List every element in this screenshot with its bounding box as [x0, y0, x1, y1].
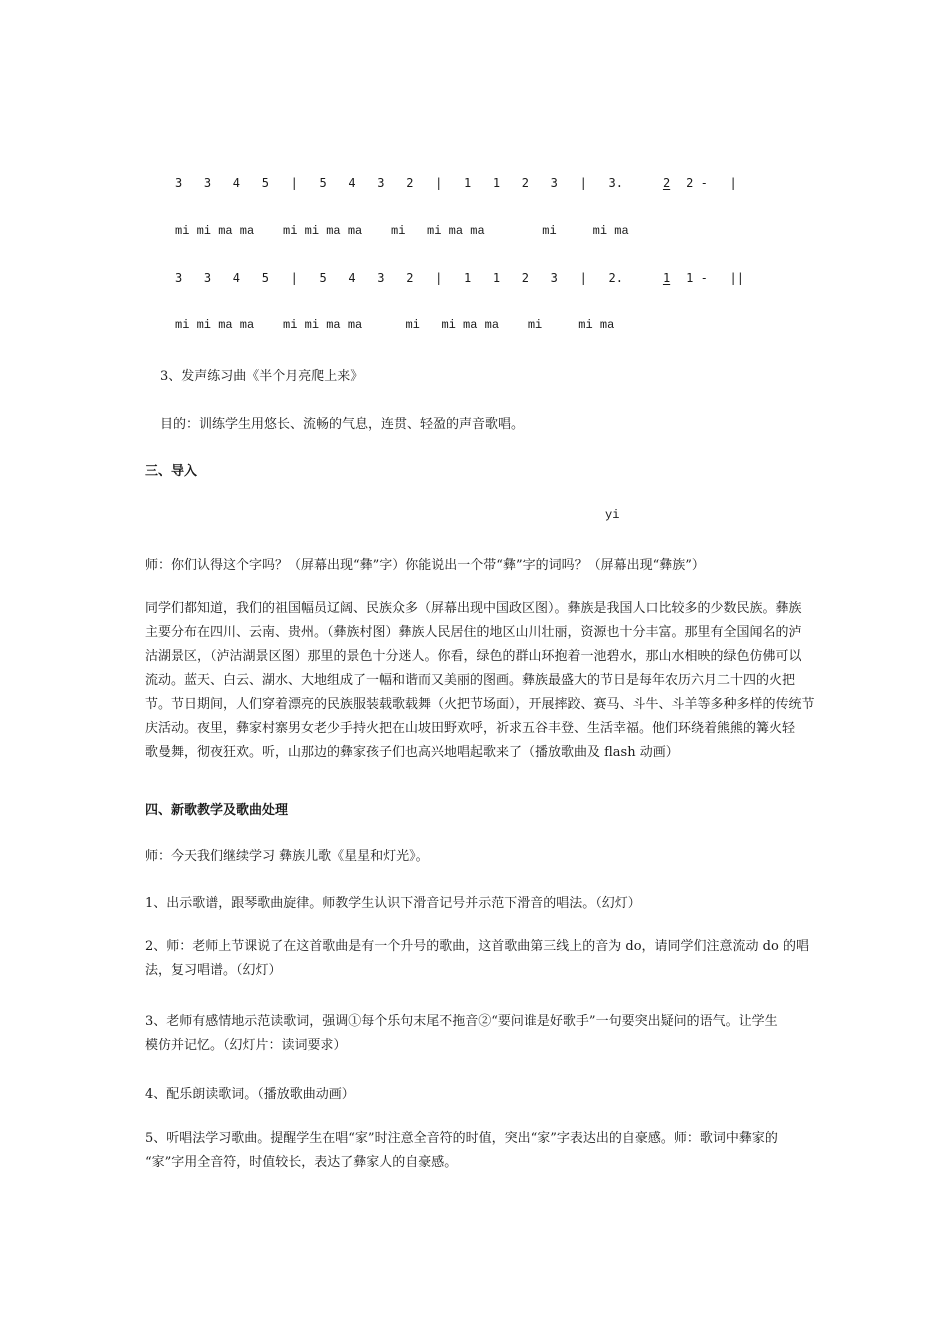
section-3-heading: 三、导入 [145, 464, 198, 479]
step-2 [145, 935, 813, 983]
step-4: 4、配乐朗读歌词。（播放歌曲动画） [145, 1087, 355, 1102]
step-3 [145, 1010, 813, 1058]
paragraph-line: 法，复习唱谱。（幻灯） [145, 963, 282, 978]
step-5 [145, 1127, 813, 1175]
paragraph-line: 同学们都知道，我们的祖国幅员辽阔、民族众多（屏幕出现中国政区图）。彝族是我国人口比较多的少数民族。彝族 [145, 601, 802, 616]
step-1: 1、出示歌谱，跟琴歌曲旋律。师教学生认识下滑音记号并示范下滑音的唱法。（幻灯） [145, 896, 641, 911]
paragraph-line: 沽湖景区，（泸沽湖景区图）那里的景色十分迷人。你看，绿色的群山环抱着一池碧水，那山水相映的绿色仿佛可以 [145, 649, 802, 664]
notes-part-a: 3 3 4 5 | 5 4 3 2 | 1 1 2 3 | 3. [175, 176, 623, 190]
paragraph-line: 5、听唱法学习歌曲。提醒学生在唱“家”时注意全音符的时值，突出“家”字表达出的自豪感。师：歌词中彝家的 [145, 1131, 778, 1146]
paragraph-line: 节。节日期间，人们穿着漂亮的民族服装载歌载舞（火把节场面），开展摔跤、赛马、斗牛、斗羊等多种多样的传统节 [145, 697, 815, 712]
score-row-2-lyrics: mi mi ma ma mi mi ma ma mi mi ma ma mi mi ma [175, 318, 615, 332]
section-4-intro: 师：今天我们继续学习 彝族儿歌《星星和灯光》。 [145, 849, 429, 864]
underlined-note: 2 [662, 176, 671, 190]
paragraph-line: 主要分布在四川、云南、贵州。（彝族村图）彝族人民居住的地区山川壮丽，资源也十分丰富。那里有全国闻名的泸 [145, 625, 802, 640]
intro-paragraph [145, 597, 813, 765]
section-4-heading: 四、新歌教学及歌曲处理 [145, 803, 289, 818]
practice-item-3: 3、发声练习曲《半个月亮爬上来》 [160, 369, 364, 384]
paragraph-line: 3、老师有感情地示范读歌词，强调①每个乐句末尾不拖音②“要问谁是好歌手”一句要突出疑问的语气。让学生 [145, 1014, 778, 1029]
score-row-1-lyrics: mi mi ma ma mi mi ma ma mi mi ma ma mi mi ma [175, 224, 629, 238]
paragraph-line: 2、师：老师上节课说了在这首歌曲是有一个升号的歌曲，这首歌曲第三线上的音为 do，请同学们注意流动 do 的唱 [145, 939, 809, 954]
score-row-2-notes [175, 271, 744, 285]
notes-part-c: 1 - || [686, 271, 744, 285]
paragraph-line: “家”字用全音符，时值较长，表达了彝家人的自豪感。 [145, 1155, 458, 1170]
pinyin-annotation: yi [605, 508, 620, 522]
notes-part-c: 2 - | [686, 176, 737, 190]
paragraph-line: 庆活动。夜里，彝家村寨男女老少手持火把在山坡田野欢呼，祈求五谷丰登、生活幸福。他们环绕着熊熊的篝火轻 [145, 721, 796, 736]
paragraph-line: 歌曼舞，彻夜狂欢。听，山那边的彝家孩子们也高兴地唱起歌来了（播放歌曲及 flash 动画） [145, 745, 679, 760]
score-row-1-notes [175, 176, 737, 190]
notes-part-a: 3 3 4 5 | 5 4 3 2 | 1 1 2 3 | 2. [175, 271, 623, 285]
teacher-question: 师：你们认得这个字吗？（屏幕出现“彝”字）你能说出一个带“彝”字的词吗？（屏幕出现“彝族”） [145, 558, 705, 573]
paragraph-line: 模仿并记忆。（幻灯片：读词要求） [145, 1038, 347, 1053]
practice-purpose: 目的：训练学生用悠长、流畅的气息，连贯、轻盈的声音歌唱。 [160, 417, 525, 432]
paragraph-line: 流动。蓝天、白云、湖水、大地组成了一幅和谐而又美丽的图画。彝族最盛大的节日是每年农历六月二十四的火把 [145, 673, 796, 688]
underlined-note: 1 [662, 271, 671, 285]
